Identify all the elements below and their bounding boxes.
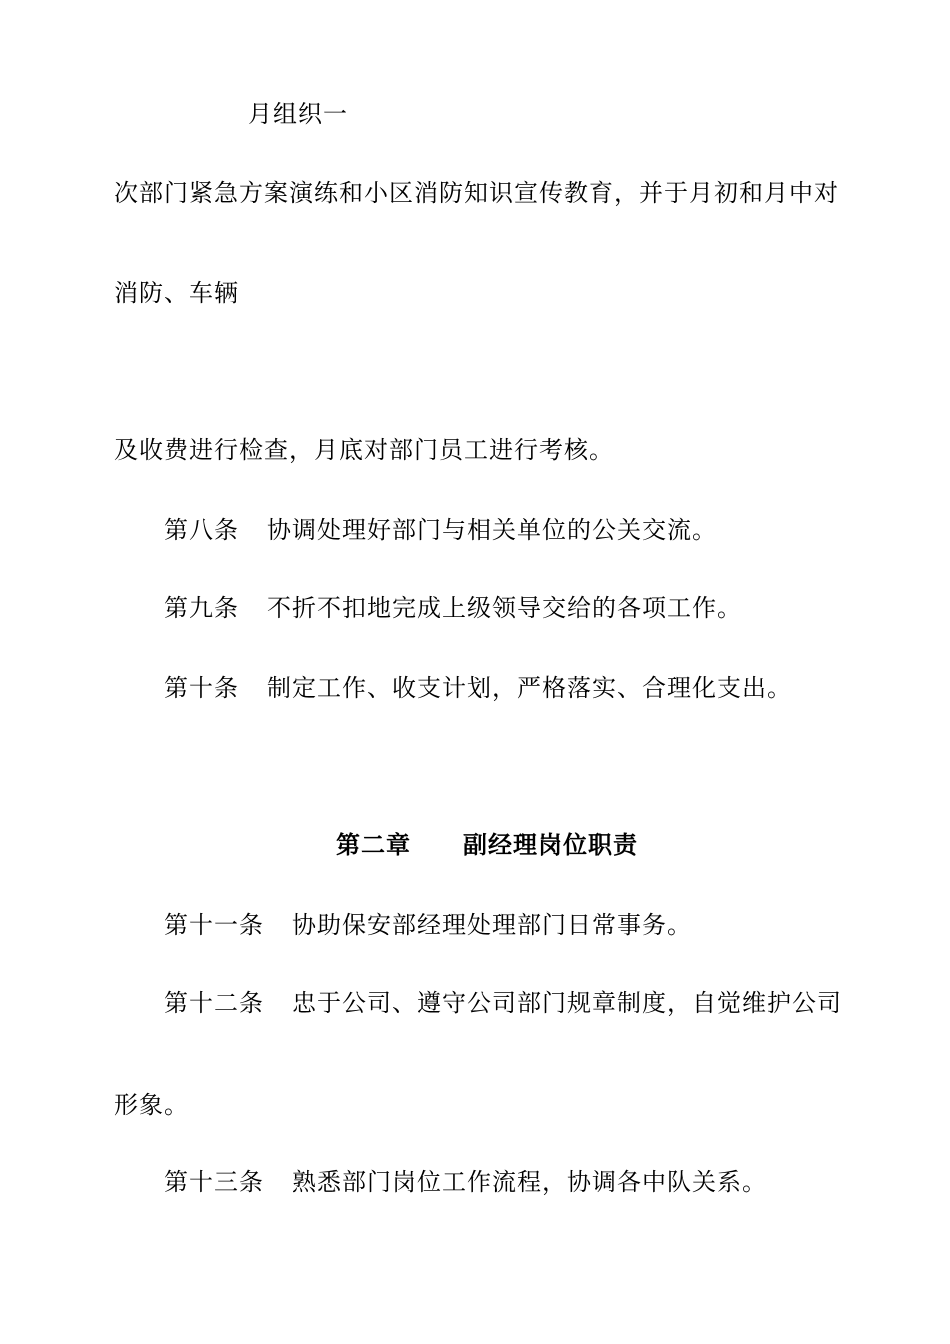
article-8-text: 协调处理好部门与相关单位的公关交流。 bbox=[267, 516, 717, 544]
article-8 bbox=[164, 515, 717, 545]
chapter-number: 第二章 bbox=[336, 831, 411, 859]
article-13-number: 第十三条 bbox=[164, 1168, 264, 1196]
article-11-number: 第十一条 bbox=[164, 911, 264, 939]
article-10-text: 制定工作、收支计划，严格落实、合理化支出。 bbox=[267, 674, 792, 702]
article-12 bbox=[164, 988, 842, 1018]
article-9-number: 第九条 bbox=[164, 594, 239, 622]
article-12-continuation: 形象。 bbox=[114, 1091, 189, 1119]
article-13 bbox=[164, 1167, 767, 1197]
text-line-2: 次部门紧急方案演练和小区消防知识宣传教育，并于月初和月中对 bbox=[114, 179, 839, 207]
article-12-text: 忠于公司、遵守公司部门规章制度，自觉维护公司 bbox=[292, 989, 842, 1017]
article-9 bbox=[164, 593, 742, 623]
article-13-text: 熟悉部门岗位工作流程，协调各中队关系。 bbox=[292, 1168, 767, 1196]
text-line-4: 及收费进行检查，月底对部门员工进行考核。 bbox=[114, 436, 614, 464]
article-10 bbox=[164, 673, 792, 703]
article-10-number: 第十条 bbox=[164, 674, 239, 702]
article-8-number: 第八条 bbox=[164, 516, 239, 544]
chapter-title: 副经理岗位职责 bbox=[463, 831, 638, 859]
chapter-heading bbox=[336, 830, 638, 860]
article-12-number: 第十二条 bbox=[164, 989, 264, 1017]
text-line-1: 月组织一 bbox=[248, 100, 348, 128]
text-line-3: 消防、车辆 bbox=[114, 279, 239, 307]
article-11-text: 协助保安部经理处理部门日常事务。 bbox=[292, 911, 692, 939]
article-11 bbox=[164, 910, 692, 940]
article-9-text: 不折不扣地完成上级领导交给的各项工作。 bbox=[267, 594, 742, 622]
